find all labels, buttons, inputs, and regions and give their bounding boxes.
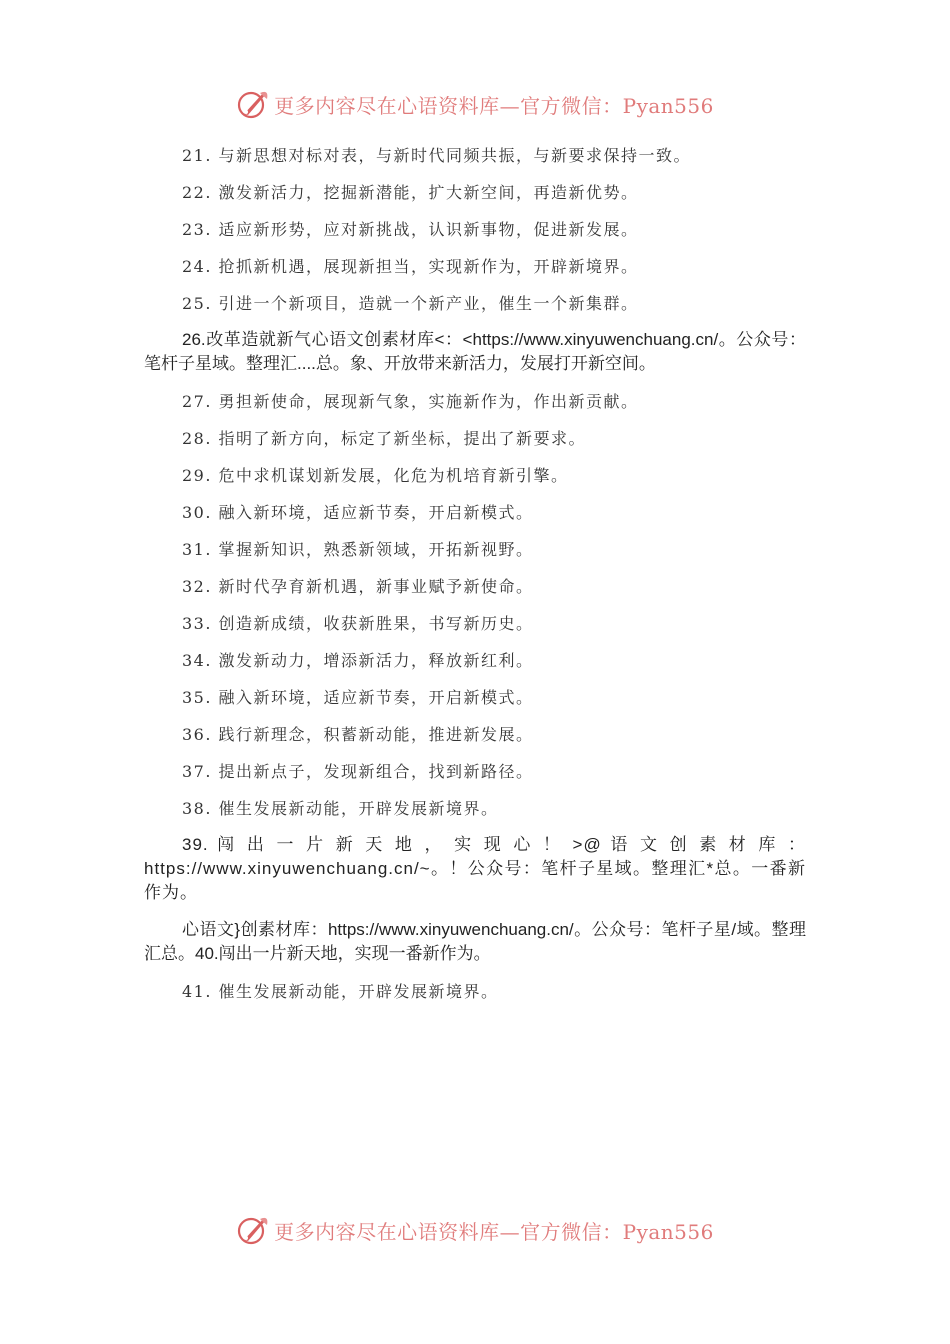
list-item: 30. 融入新环境，适应新节奏，开启新模式。 (182, 503, 534, 522)
list-item: 31. 掌握新知识，熟悉新领域，开拓新视野。 (182, 540, 534, 559)
list-item: 34. 激发新动力，增添新活力，释放新红利。 (182, 651, 534, 670)
list-item: 28. 指明了新方向，标定了新坐标，提出了新要求。 (182, 429, 587, 448)
list-item: 23. 适应新形势，应对新挑战，认识新事物，促进新发展。 (182, 220, 639, 239)
banner-text: 更多内容尽在心语资料库—官方微信：Pyan556 (274, 1219, 714, 1244)
list-item: 24. 抢抓新机遇，展现新担当，实现新作为，开辟新境界。 (182, 257, 639, 276)
banner-text: 更多内容尽在心语资料库—官方微信：Pyan556 (274, 93, 714, 118)
paragraph-39: 39. 闯 出 一 片 新 天 地 ， 实 现 心 ！ >@ 语 文 创 素 材 库 ： https://www.xinyuwenchuang.cn/~。！公众号：笔杆子星域。整理汇*总。一番新作为。 (144, 835, 806, 902)
list-item: 37. 提出新点子，发现新组合，找到新路径。 (182, 762, 534, 781)
list-item: 22. 激发新活力，挖掘新潜能，扩大新空间，再造新优势。 (182, 183, 639, 202)
list-item: 35. 融入新环境，适应新节奏，开启新模式。 (182, 688, 534, 707)
pen-feather-logo-icon (236, 87, 270, 121)
list-item: 32. 新时代孕育新机遇，新事业赋予新使命。 (182, 577, 534, 596)
paragraph-26: 26.改革造就新气心语文创素材库<：<https://www.xinyuwenchuang.cn/。公众号：笔杆子星域。整理汇....总。象、开放带来新活力，发展打开新空间。 (144, 330, 806, 373)
footer-banner (0, 1210, 950, 1250)
list-item: 27. 勇担新使命，展现新气象，实施新作为，作出新贡献。 (182, 392, 639, 411)
list-item: 29. 危中求机谋划新发展，化危为机培育新引擎。 (182, 466, 569, 485)
paragraph-40: 心语文}创素材库：https://www.xinyuwenchuang.cn/。公众号：笔杆子星/域。整理汇总。40.闯出一片新天地，实现一番新作为。 (144, 920, 806, 963)
list-item: 38. 催生发展新动能，开辟发展新境界。 (182, 799, 499, 818)
pen-feather-logo-icon (236, 1213, 270, 1247)
document-body (144, 143, 806, 1016)
list-item: 25. 引进一个新项目，造就一个新产业，催生一个新集群。 (182, 294, 639, 313)
list-item: 41. 催生发展新动能，开辟发展新境界。 (182, 982, 499, 1001)
header-banner (0, 84, 950, 124)
list-item: 21. 与新思想对标对表，与新时代同频共振，与新要求保持一致。 (182, 146, 692, 165)
list-item: 36. 践行新理念，积蓄新动能，推进新发展。 (182, 725, 534, 744)
list-item: 33. 创造新成绩，收获新胜果，书写新历史。 (182, 614, 534, 633)
